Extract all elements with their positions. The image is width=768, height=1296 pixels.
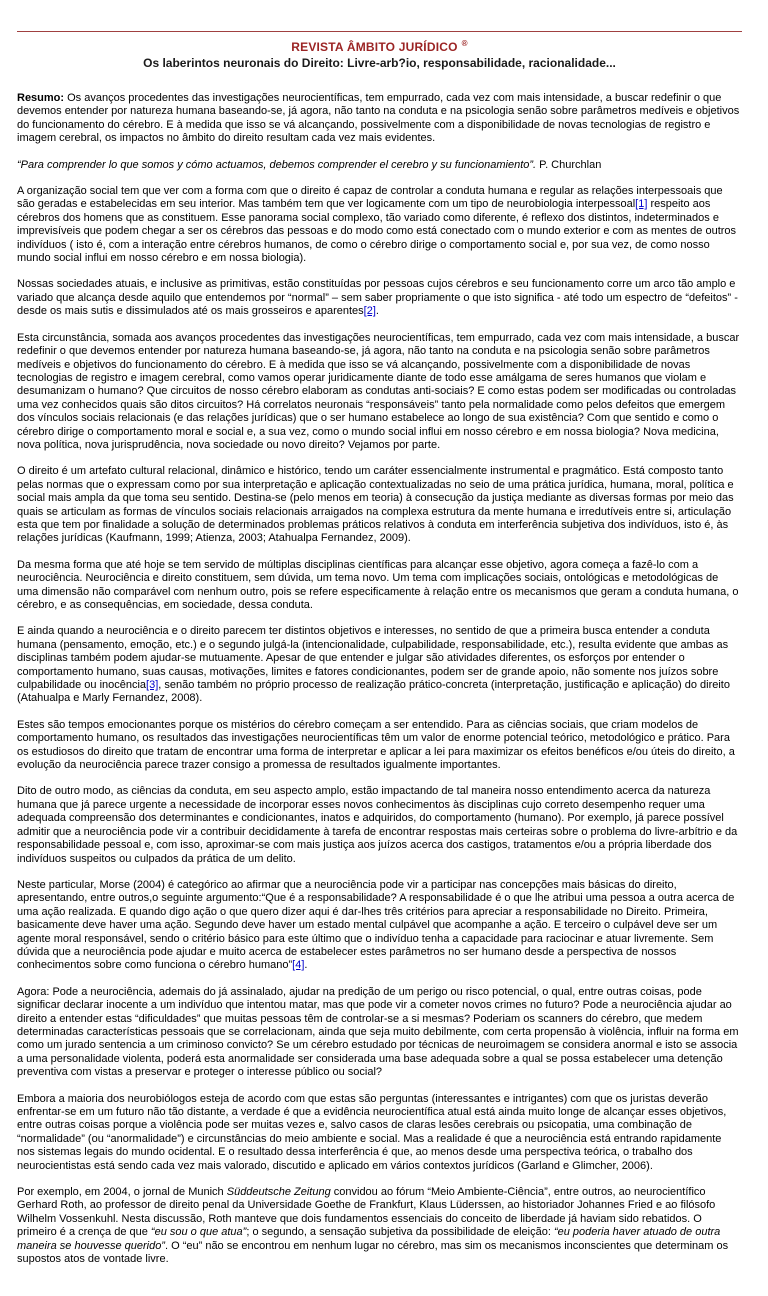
paragraph xyxy=(17,92,742,146)
text-segment: Süddeutsche Zeitung xyxy=(226,1186,331,1199)
paragraph xyxy=(17,1186,742,1266)
paragraph xyxy=(17,465,742,545)
paragraph xyxy=(17,559,742,613)
paragraph xyxy=(17,719,742,773)
footnote-link-1[interactable]: [1] xyxy=(635,198,648,211)
text-segment: Estes são tempos emocionantes porque os mistérios do cérebro começam a ser entendido. Para as ciências sociais, que criam modelos de comportamento humano, os resultados das investigações neurocientíficas têm um valor de enorme potencial teórico, metodológico e prático. Para os estudiosos do direito que tratam de encontrar uma forma de interpretar e aplicar a lei para maximizar os efeitos benéficos e/ou úteis do direito, a evolução da neurociência parece trazer consigo a promessa de resultados igualmente importantes. xyxy=(17,718,735,772)
text-segment: ; o segundo, a sensação subjetiva da possibilidade de eleição: xyxy=(246,1226,554,1239)
text-segment: Nossas sociedades atuais, e inclusive as primitivas, estão constituídas por pessoas cujos cérebros e seu funcionamento corre um arco tão amplo e variado que alcança desde aquilo que entendemos por “normal” – sem saber propriamente o que isto significa - até todo um espectro de “defeitos” - desde os mais sutis e dissimulados até os mais grosseiros e aparentes xyxy=(17,278,738,318)
paragraph xyxy=(17,879,742,973)
text-segment: . xyxy=(304,959,308,972)
paragraph xyxy=(17,332,742,453)
paragraph xyxy=(17,785,742,865)
article-body xyxy=(17,92,742,1266)
text-segment: Os avanços procedentes das investigações neurocientíficas, tem empurrado, cada vez com mais intensidade, a buscar redefinir o que devemos entender por natureza humana baseando-se, já agora, não tanto na conduta e na psicologia senão sobre parâmetros medíveis e objetivos do funcionamento do cérebro. E à medida que isso se vá alcançando, possivelmente com a disponibilidade de novas tecnologias de registro e imagem cerebral, os impactos no âmbito do direito resultam cada vez mais evidentes. xyxy=(17,92,740,145)
text-segment: Esta circunstância, somada aos avanços procedentes das investigações neurocientíficas, tem empurrado, cada vez com mais intensidade, a buscar redefinir o que devemos entender por natureza humana baseando-se, já agora, não tanto na conduta e na psicologia senão sobre parâmetros medíveis e objetivos do funcionamento do cérebro. E à medida que isso se vá alcançando, possivelmente com a disponibilidade de novas tecnologias de registro e imagem cerebral, como vamos operar juridicamente diante de todo esse amálgama de seres humanos que violam e desumanizam o humano? Que circuitos de nosso cérebro elaboram as condutas anti-sociais? E como estas podem ser modificadas ou controladas uma vez conhecidos quais são ditos circuitos? Há correlatos neuronais “responsáveis” tanto pela normalidade como pelos defeitos que emergem dos vínculos sociais relacionais (e das relações jurídicas) que o ser humano estabelece ao longo de sua existência? Com que sentido e como o cérebro dirige o comportamento moral e social e, a sua vez, como o mundo social influi em nosso cérebro e em nossa biologia? Nova medicina, nova política, nova jurisprudência, nova sociedade ou novo direito? Vejamos por parte. xyxy=(17,331,740,451)
paragraph xyxy=(17,278,742,318)
text-segment: . xyxy=(375,305,379,318)
paragraph xyxy=(17,159,742,172)
text-segment: Embora a maioria dos neurobiólogos esteja de acordo com que estas são perguntas (interessantes e intrigantes) com que os juristas deverão enfrentar-se em um futuro não tão distante, a verdade é que a evidência neurocientífica atual está ainda muito longe de alcançar esses objetivos, entre outras coisas porque a violência pode ser muitas vezes e, salvo casos de claras lesões cerebrais ou psicopatia, uma combinação de “normalidade” (ou “anormalidade”) e circunstâncias do meio ambiente e social. Mas a realidade é que a neurociência está entrando rapidamente nos sistemas legais do mundo ocidental. E o resultado dessa interferência é que, ao menos desde uma perspectiva teórica, o trabalho dos neurocientistas está sendo cada vez mais valorado, discutido e aplicado em vários contextos jurídicos (Garland e Glimcher, 2006). xyxy=(17,1092,727,1172)
text-segment: Da mesma forma que até hoje se tem servido de múltiplas disciplinas científicas para alcançar esse objetivo, agora começa a fazê-lo com a neurociência. Neurociência e direito constituem, sem dúvida, um tema novo. Um tema com implicações sociais, ontológicas e metodológicas de uma dimensão não comparável com nenhum outro, pois se refere especificamente à relação entre os mecanismos que geram a conduta humana, o cérebro, e as consequências, em sociedade, dessa conduta. xyxy=(17,558,739,611)
text-segment: O direito é um artefato cultural relacional, dinâmico e histórico, tendo um caráter essencialmente instrumental e pragmático. Está composto tanto pelas normas que o expressam como por sua interpretação e aplicação contextualizadas no seio de uma prática jurídica, humana, moral, política e social mais ampla da que toma seu sentido. Destina-se (pelo menos em teoria) à consecução da justiça mediante as diversas formas por meio das quais se articulam as formas de vínculos sociais relacionais arraigados na complexa estrutura da mente humana e irredutíveis entre si, articulação esta que tem por finalidade a solução de determinados problemas práticos relativos à conduta em interferência subjetiva dos indivíduos, isto é, às relações jurídicas (Kaufmann, 1999; Atienza, 2003; Atahualpa Fernandez, 2009). xyxy=(17,465,734,545)
text-segment: Dito de outro modo, as ciências da conduta, em seu aspecto amplo, estão impactando de tal maneira nosso entendimento acerca da natureza humana que já parece urgente a necessidade de incorporar esses novos conhecimentos às disciplinas cujo correto desempenho requer uma adequada compreensão dos determinantes e condicionantes, inatos e adquiridos, do comportamento (humano). Por exemplo, já parece possível admitir que a neurociência pode vir a contribuir decididamente à tarefa de encontrar respostas mais certeiras sobre o problema do livre-arbítrio e da responsabilidade pessoal e, com isso, aproximar-se com mais justiça aos juízos acerca dos castigos, tratamentos e/ou a própria liberdade dos indivíduos suspeitos ou culpados da prática de um delito. xyxy=(17,785,738,865)
text-segment: respeito aos cérebros dos homens que as constituem. Esse panorama social complexo, tão variado como diferente, é reflexo dos distintos, indeterminados e imprevisíveis que podem chegar a ser os cérebros das pessoas e do modo como está conectado com o mundo exterior e com as mentes de outros indivíduos ( isto é, com a interação entre cérebros humanos, de como o cérebro dirige o comportamento social e, por sua vez, de como nosso mundo social influi em nosso cérebro e em nossa biologia). xyxy=(17,198,737,265)
paragraph xyxy=(17,1093,742,1173)
text-segment: convidou ao fórum “Meio Ambiente-Ciência”, entre outros, ao neurocientífico Gerhard Roth, ao professor de direito penal da Universidade Goethe de Frankfurt, Klaus Lüderssen, ao historiador Johannes Fried e ao filósofo Wilhelm Vossenkuhl. Nesta discussão, Roth manteve que dois fundamentos essenciais do conceito de liberdade já haviam sido rebatidos. O primeiro é a crença de que xyxy=(17,1186,716,1239)
text-segment: “eu poderia haver atuado de outra maneira se houvesse querido” xyxy=(17,1226,721,1252)
footnote-link-2[interactable]: [2] xyxy=(363,305,376,318)
paragraph xyxy=(17,625,742,705)
header-rule xyxy=(17,31,742,32)
text-segment: , senão também no próprio processo de realização prático-concreta (interpretação, justificação e aplicação) do direito (Atahualpa e Marly Fernandez, 2008). xyxy=(17,679,730,705)
journal-title xyxy=(17,39,742,54)
paragraph xyxy=(17,185,742,265)
text-segment: Resumo: xyxy=(17,92,68,104)
text-segment: “Para comprender lo que somos y cómo actuamos, debemos comprender el cerebro y su funcionamiento”. xyxy=(17,158,537,171)
article-title: Os laberintos neuronais do Direito: Livre-arb?io, responsabilidade, racionalidade... xyxy=(143,56,616,70)
text-segment: Neste particular, Morse (2004) é categórico ao afirmar que a neurociência pode vir a participar nas concepções mais básicas do direito, apresentando, entre outros,o seguinte argumento:“Que é a responsabilidade? A responsabilidade é o que lhe atribui uma pessoa a outra acerca de uma ação realizada. E quando digo ação o que quero dizer aqui é dar-lhes três critérios para apreciar a responsabilidade no Direito. Primeira, basicamente deve haver uma ação. Segundo deve haver um estado mental culpável que acompanhe a ação. E terceiro o culpável deve ser um agente moral responsável, sendo o critério básico para este último que o indivíduo tenha a capacidade para raciocinar e atuar livremente. Sem dúvida que a neurociência pode ajudar e muito acerca de estabelecer estes parâmetros no ser humano desde a perspectiva de nossos conhecimentos sobre como funciona o cérebro humano” xyxy=(17,878,735,972)
footnote-link-3[interactable]: [3] xyxy=(146,679,159,692)
text-segment: E ainda quando a neurociência e o direito parecem ter distintos objetivos e interesses, no sentido de que a primeira busca entender a conduta humana (pensamento, emoção, etc.) e o segundo julgá-la (intencionalidade, culpabilidade, responsabilidade, etc.), resulta evidente que ambas as disciplinas também podem ajudar-se mutuamente. Apesar de que entender e julgar são atividades diferentes, os esforços por entender o comportamento humano, suas causas, motivações, limites e fatores condicionantes, podem ser de grande apoio, não somente nos juízos sobre culpabilidade ou inocência xyxy=(17,625,729,692)
text-segment: “eu sou o que atua” xyxy=(150,1226,247,1239)
page-header xyxy=(17,39,742,70)
paragraph xyxy=(17,986,742,1080)
text-segment: . O “eu” não se encontrou em nenhum lugar no cérebro, mas sim os mecanismos inconscientes que determinam os supostos atos de vontade livre. xyxy=(17,1239,729,1266)
text-segment: Por exemplo, em 2004, o jornal de Munich xyxy=(17,1186,227,1199)
text-segment: Agora: Pode a neurociência, ademais do já assinalado, ajudar na predição de um perigo ou risco potencial, o qual, entre outras coisas, pode significar declarar inocente a um indivíduo que intentou matar, mas que pode vir a cometer novos crimes no futuro? Pode a neurociência ajudar ao direito a entender estas “dificuldades” que muitas pessoas têm de controlar-se a si mesmas? Poderiam os scanners do cérebro, que medem determinadas características pessoais que se correlacionam, ainda que seja muito debilmente, com certa propensão à violência, influir na forma em como um jurado sentencia a um criminoso convicto? Se um cérebro estudado por técnicas de neuroimagem se considera anormal e isto se associa a uma personalidade violenta, poderá esta anormalidade ser considerada uma base adequada sobre a qual se possa estabelecer uma detenção preventiva com vistas a preservar e proteger o interesse público ou social? xyxy=(17,985,739,1079)
text-segment: A organização social tem que ver com a forma com que o direito é capaz de controlar a conduta humana e regular as relações interpessoais que são geradas e estabelecidas em seu interior. Mas também tem que ver logicamente com um tipo de neurobiologia interpessoal xyxy=(17,185,723,211)
journal-title-text: REVISTA ÂMBITO JURÍDICO xyxy=(291,40,458,54)
footnote-link-4[interactable]: [4] xyxy=(292,959,305,972)
text-segment: P. Churchlan xyxy=(536,158,602,171)
registered-mark: ® xyxy=(461,39,468,48)
